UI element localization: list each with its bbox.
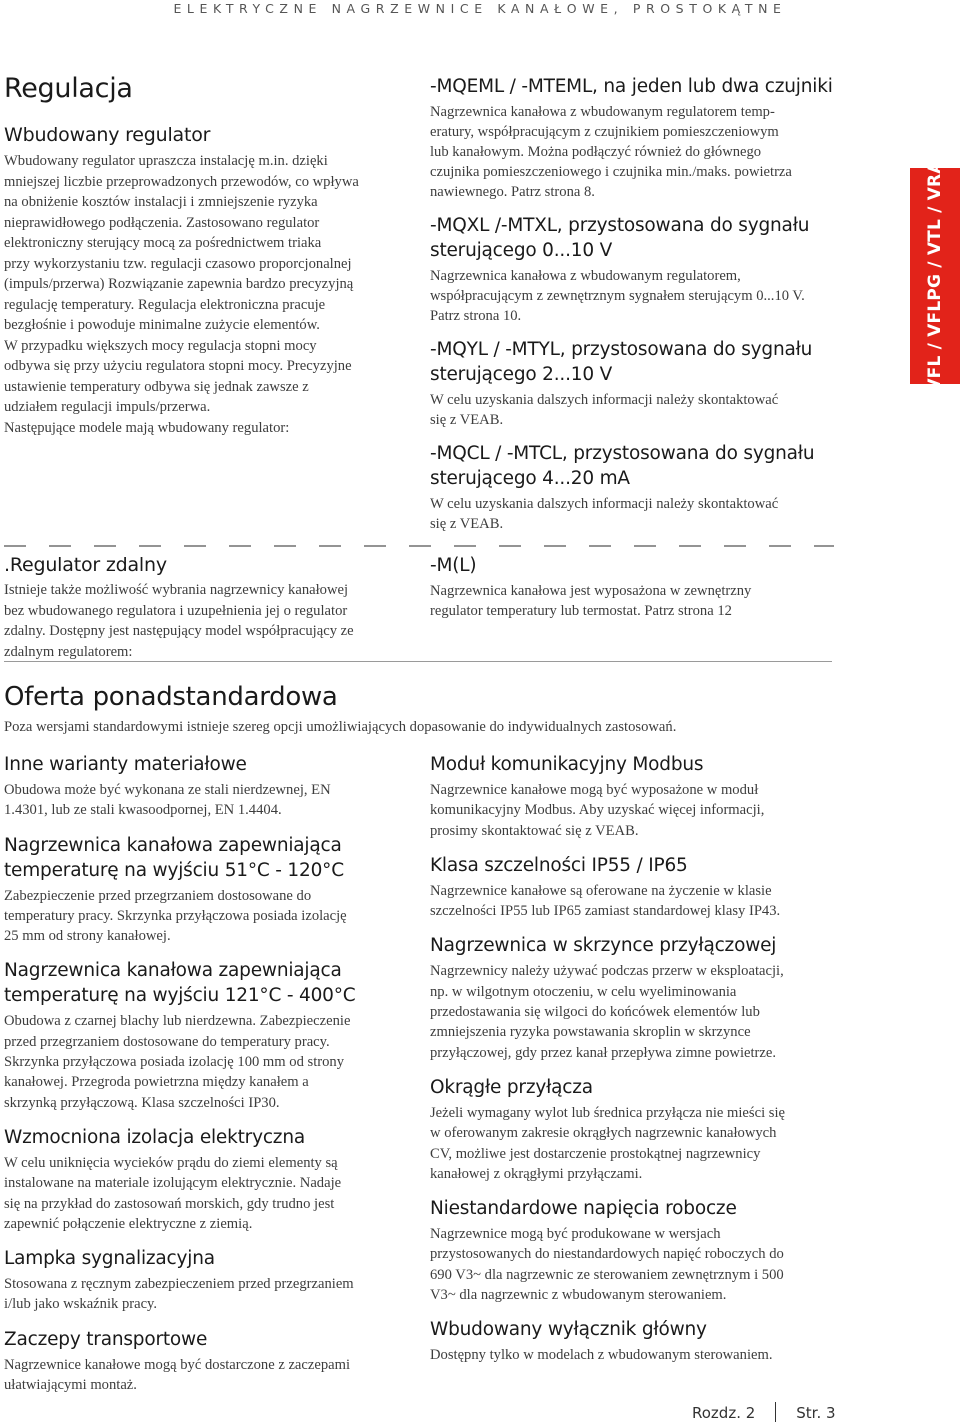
- feature-heading: [430, 1196, 900, 1221]
- feature-description: [430, 1103, 900, 1184]
- body-text-line: przyłączowej, gdy przez kanał przepływa zimne powietrze.: [430, 1044, 777, 1061]
- feature-heading: [4, 752, 416, 777]
- body-text-line: Patrz strona 10.: [430, 308, 522, 324]
- body-text-line: Nagrzewnice kanałowe są oferowane na życzenie w klasie: [430, 882, 772, 899]
- feature-heading-line: Niestandardowe napięcia robocze: [430, 1198, 737, 1220]
- feature-heading-line: Inne warianty materiałowe: [4, 754, 247, 775]
- body-text-line: Nagrzewnice kanałowe mogą być dostarczone z zaczepami: [4, 1356, 351, 1373]
- body-text-line: przy wykorzystaniu tzw. regulacji czasowo proporcjonalnej: [4, 255, 352, 272]
- feature-block: [4, 833, 416, 947]
- feature-heading-line: temperaturę na wyjściu 51°C - 120°C: [4, 859, 344, 881]
- feature-description: [430, 1224, 900, 1305]
- body-text-line: i/lub jako wskaźnik pracy.: [4, 1296, 158, 1313]
- regulation-title: Regulacja: [4, 73, 133, 104]
- body-text-line: współpracującym z zewnętrznym sygnałem sterującym 0...10 V.: [430, 288, 805, 304]
- offer-section: [4, 680, 904, 714]
- dashed-separator: [4, 540, 834, 552]
- feature-heading-line: temperaturę na wyjściu 121°C - 400°C: [4, 985, 356, 1007]
- feature-description: [430, 1345, 900, 1365]
- feature-block: [430, 752, 900, 841]
- header-text: ELEKTRYCZNE NAGRZEWNICE KANAŁOWE, PROSTOKĄTNE: [173, 1, 787, 16]
- body-text-line: kanałowej z okrągłymi przyłączami.: [430, 1165, 643, 1182]
- remote-regulator-heading: .Regulator zdalny: [4, 554, 167, 576]
- body-text-line: CV, możliwe jest dostarczenie prostokątnej nagrzewnicy: [430, 1145, 761, 1162]
- body-text-line: temperatury pracy. Skrzynka przyłączowa posiada izolację: [4, 907, 347, 924]
- feature-block: [430, 74, 900, 202]
- body-text-line: kanałowej. Przegroda powietrzna między kanałem a: [4, 1074, 309, 1091]
- body-text-line: się z VEAB.: [430, 412, 504, 428]
- remote-model-block: [430, 553, 900, 621]
- body-text-line: Stosowana z ręcznym zabezpieczeniem przed przegrzaniem: [4, 1276, 354, 1293]
- body-text-line: komunikacyjny Modbus. Aby uzyskać więcej informacji,: [430, 802, 765, 819]
- feature-heading-line: Nagrzewnica kanałowa zapewniająca: [4, 960, 342, 982]
- feature-block: [4, 958, 416, 1112]
- remote-model-heading: -M(L): [430, 555, 477, 576]
- body-text-line: przed przegrzaniem dostosowane do temperatury pracy.: [4, 1033, 330, 1050]
- page-footer: [692, 1402, 836, 1422]
- feature-description: [430, 266, 900, 326]
- feature-block: [430, 441, 900, 534]
- feature-heading-line: Wbudowany wyłącznik główny: [430, 1319, 707, 1341]
- feature-block: [4, 752, 416, 821]
- feature-heading-line: Wzmocniona izolacja elektryczna: [4, 1126, 305, 1148]
- body-text-line: bez wbudowanego regulatora i uzupełnienia jej o regulator: [4, 602, 348, 619]
- body-text-line: skrzynką przyłączową. Klasa szczelności IP30.: [4, 1094, 280, 1111]
- feature-heading-line: Zaczepy transportowe: [4, 1328, 208, 1350]
- body-text-line: Obudowa może być wykonana ze stali nierdzewnej, EN: [4, 782, 331, 798]
- body-text-line: Nagrzewnice kanałowe mogą być wyposażone w moduł: [430, 782, 759, 798]
- side-tab-label: VFL / VFLPG / VTL / VRA: [925, 160, 945, 392]
- body-text-line: Skrzynka przyłączowa posiada izolację 100 mm od strony: [4, 1054, 345, 1071]
- footer-separator: [775, 1402, 776, 1422]
- body-text-line: instalowane na materiale izolującym elektrycznie. Nadaje: [4, 1175, 342, 1192]
- body-text-line: bezgłośnie i powoduje minimalne zużycie elementów.: [4, 317, 320, 333]
- body-text-line: przystosowanych do niestandardowych napięć roboczych do: [430, 1246, 784, 1263]
- feature-block: [4, 1246, 416, 1315]
- offer-left-list: [4, 752, 416, 1407]
- feature-heading: [430, 1317, 900, 1342]
- feature-heading: [430, 1075, 900, 1100]
- body-text-line: V3~ dla nagrzewnic z wbudowanym sterowaniem.: [430, 1287, 727, 1304]
- feature-block: [430, 853, 900, 922]
- feature-heading: [430, 933, 900, 958]
- feature-heading: [4, 1327, 416, 1352]
- body-text-line: elektroniczny sterujący mocą za pośrednictwem triaka: [4, 235, 322, 251]
- builtin-regulator-heading: Wbudowany regulator: [4, 124, 211, 146]
- feature-heading: [4, 1125, 416, 1150]
- feature-description: [430, 494, 900, 534]
- feature-heading-line: Lampka sygnalizacyjna: [4, 1248, 215, 1270]
- page-header: [0, 0, 960, 18]
- feature-heading: [4, 1246, 416, 1271]
- feature-description: [4, 1355, 416, 1396]
- product-side-tab: [910, 160, 960, 392]
- feature-heading-line: Okrągłe przyłącza: [430, 1076, 593, 1098]
- feature-block: [430, 1075, 900, 1184]
- feature-heading-line: -MQXL /-MTXL, przystosowana do sygnału: [430, 215, 810, 236]
- body-text-line: Nagrzewnicy należy używać podczas przerw w eksploatacji,: [430, 963, 784, 980]
- body-text-line: Nagrzewnica kanałowa z wbudowanym regulatorem,: [430, 268, 741, 284]
- feature-description: [4, 1153, 416, 1234]
- feature-description: [430, 102, 900, 202]
- body-text-line: Nagrzewnice mogą być produkowane w wersjach: [430, 1226, 721, 1243]
- body-text-line: prosimy skontaktować się z VEAB.: [430, 822, 639, 839]
- feature-description: [430, 390, 900, 430]
- feature-block: [430, 337, 900, 430]
- feature-heading-line: Moduł komunikacyjny Modbus: [430, 754, 704, 775]
- feature-description: [430, 881, 900, 922]
- body-text-line: Nagrzewnica kanałowa jest wyposażona w zewnętrzny: [430, 583, 752, 599]
- body-text-line: Istnieje także możliwość wybrania nagrzewnicy kanałowej: [4, 582, 349, 598]
- body-text-line: Wbudowany regulator upraszcza instalację m.in. dzięki: [4, 153, 328, 169]
- body-text-line: np. w wilgotnym otoczeniu, w celu wyeliminowania: [430, 983, 737, 1000]
- feature-heading: [430, 441, 900, 491]
- body-text-line: odbywa się przy użyciu regulatora stopni mocy. Precyzyjne: [4, 358, 352, 374]
- feature-heading-line: Nagrzewnica w skrzynce przyłączowej: [430, 935, 777, 957]
- body-text-line: regulację temperatury. Regulacja elektroniczna pracuje: [4, 296, 326, 313]
- body-text-line: Następujące modele mają wbudowany regulator:: [4, 419, 290, 436]
- body-text-line: mniejszej liczbie przeprowadzonych przewodów, co wpływa: [4, 173, 359, 190]
- feature-heading: [430, 337, 900, 387]
- body-text-line: lub kanałowym. Można podłączyć również do głównego: [430, 144, 762, 160]
- body-text-line: (impuls/przerwa) Rozwiązanie zapewnia bardzo precyzyjną: [4, 276, 354, 292]
- body-text-line: regulator temperatury lub termostat. Patrz strona 12: [430, 603, 732, 619]
- body-text-line: Dostępny tylko w modelach z wbudowanym sterowaniem.: [430, 1347, 773, 1364]
- page-number: Str. 3: [796, 1404, 836, 1422]
- feature-block: [430, 933, 900, 1062]
- body-text-line: ustawienie temperatury odbywa się jednak zawsze z: [4, 378, 309, 395]
- feature-block: [430, 213, 900, 326]
- feature-heading-line: sterującego 4...20 mA: [430, 468, 630, 489]
- body-text-line: 690 V3~ dla nagrzewnic ze sterowaniem zewnętrznym i 500: [430, 1266, 784, 1283]
- feature-description: [4, 780, 416, 821]
- body-text-line: W celu uzyskania dalszych informacji należy skontaktować: [430, 392, 779, 408]
- feature-heading-line: -MQYL / -MTYL, przystosowana do sygnału: [430, 339, 813, 360]
- offer-title: Oferta ponadstandardowa: [4, 682, 338, 712]
- feature-heading: [4, 958, 416, 1008]
- body-text-line: Obudowa z czarnej blachy lub nierdzewna. Zabezpieczenie: [4, 1013, 351, 1030]
- body-text-line: zdalnym regulatorem:: [4, 643, 133, 660]
- remote-regulator-text: [4, 580, 416, 662]
- feature-description: [4, 886, 416, 947]
- body-text-line: eratury, współpracującym z czujnikiem pomieszczeniowym: [430, 124, 779, 140]
- builtin-regulator-text: [4, 151, 416, 438]
- regulation-section: [4, 72, 414, 106]
- body-text-line: nieprawidłowego podłączenia. Zastosowano regulator: [4, 214, 320, 231]
- section-divider: [4, 661, 832, 662]
- feature-heading-line: -MQEML / -MTEML, na jeden lub dwa czujniki: [430, 76, 833, 97]
- body-text-line: 25 mm od strony kanałowej.: [4, 928, 171, 945]
- body-text-line: się na przykład do zastosowań morskich, gdy trudno jest: [4, 1195, 335, 1212]
- chapter-label: Rozdz. 2: [692, 1404, 756, 1422]
- feature-heading: [430, 74, 900, 99]
- body-text-line: się z VEAB.: [430, 516, 504, 532]
- feature-heading: [430, 752, 900, 777]
- body-text-line: W przypadku większych mocy regulacja stopni mocy: [4, 337, 317, 354]
- body-text-line: przedostawania się wilgoci do końcówek elementów lub: [430, 1004, 760, 1021]
- body-text-line: Zabezpieczenie przed przegrzaniem dostosowane do: [4, 887, 312, 904]
- body-text-line: zapewnić połączenie elektryczne z ziemią.: [4, 1215, 253, 1232]
- body-text-line: W celu uniknięcia wycieków prądu do ziemi elementy są: [4, 1154, 338, 1171]
- body-text-line: udziałem regulacji impuls/przerwa.: [4, 399, 211, 415]
- offer-intro: Poza wersjami standardowymi istnieje szereg opcji umożliwiających dopasowanie do indywidualnych zastosowań.: [4, 719, 677, 735]
- body-text-line: nawiewnego. Patrz strona 8.: [430, 184, 595, 200]
- feature-heading: [430, 213, 900, 263]
- offer-right-list: [430, 752, 900, 1378]
- body-text-line: ułatwiającymi montaż.: [4, 1377, 137, 1394]
- feature-heading-line: sterującego 2...10 V: [430, 364, 613, 385]
- builtin-models-list: [430, 74, 900, 545]
- body-text-line: czujnika pomieszczeniowego i czujnika min./maks. powietrza: [430, 164, 792, 180]
- feature-block: [430, 1317, 900, 1365]
- body-text-line: Nagrzewnica kanałowa z wbudowanym regulatorem temp-: [430, 104, 775, 120]
- remote-regulator-block: [4, 553, 414, 577]
- feature-description: [430, 961, 900, 1062]
- feature-heading-line: sterującego 0...10 V: [430, 240, 613, 261]
- feature-heading: [430, 853, 900, 878]
- feature-description: [430, 780, 900, 841]
- feature-heading-line: -MQCL / -MTCL, przystosowana do sygnału: [430, 443, 815, 464]
- feature-heading-line: Nagrzewnica kanałowa zapewniająca: [4, 834, 342, 856]
- body-text-line: W celu uzyskania dalszych informacji należy skontaktować: [430, 496, 779, 512]
- feature-heading-line: Klasa szczelności IP55 / IP65: [430, 854, 688, 876]
- remote-model-description: [430, 581, 900, 621]
- feature-block: [4, 1125, 416, 1234]
- feature-description: [4, 1274, 416, 1315]
- body-text-line: w oferowanym zakresie okrągłych nagrzewnic kanałowych: [430, 1125, 777, 1142]
- feature-heading: [4, 833, 416, 883]
- body-text-line: szczelności IP55 lub IP65 zamiast standardowej klasy IP43.: [430, 903, 781, 920]
- body-text-line: zmniejszenia ryzyka powstawania skroplin w skrzynce: [430, 1024, 751, 1041]
- feature-block: [4, 1327, 416, 1396]
- body-text-line: 1.4301, lub ze stali kwasoodpornej, EN 1.4404.: [4, 802, 282, 819]
- body-text-line: zdalny. Dostępny jest następujący model współpracujący ze: [4, 623, 354, 639]
- builtin-regulator-block: [4, 123, 414, 147]
- feature-block: [430, 1196, 900, 1305]
- feature-description: [4, 1011, 416, 1112]
- body-text-line: Jeżeli wymagany wylot lub średnica przyłącza nie mieści się: [430, 1104, 785, 1121]
- body-text-line: na obniżenie kosztów instalacji i zmniejszenie ryzyka: [4, 194, 318, 210]
